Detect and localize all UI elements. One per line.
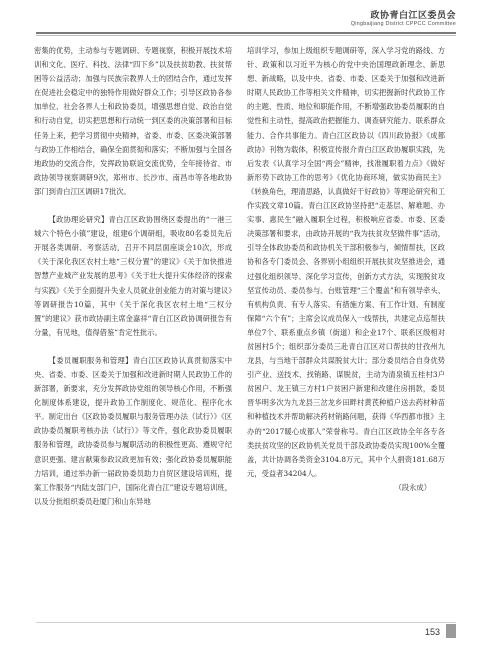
section-member-service bbox=[34, 354, 232, 509]
section-political-theory bbox=[34, 213, 232, 340]
section-body: 青白江区政协围绕区委提出的“一港三城六个特色小镇”建设，组建6个调研组，吸收80名委员先后开展各类调研、考察活动，召开不同层面座谈会10次，形成《关于深化我区农村土地“三权分置”的建议》《关于加快推进智慧产业城产业发展的思考》《关于壮大提升实体经济的探索与实践》《关于全面提升失业人员就业创业能力的对策与建议》等调研报告10篇，其中《关于深化我区农村土地“三权分置”的建议》获市政协副主席金嘉祥“青白江区政协调研报告有分量，有见地，值得借鉴”肯定性批示。 bbox=[34, 215, 232, 337]
header-rule-thin bbox=[36, 35, 456, 36]
header-subtitle: Qingbaijiang District CPPCC Committee bbox=[350, 21, 456, 27]
section-heading: 【政协理论研究】 bbox=[48, 215, 109, 225]
right-column bbox=[247, 44, 445, 495]
section-heading: 【委员履职服务和管理】 bbox=[48, 355, 133, 365]
page-tab-marker bbox=[446, 624, 456, 638]
paragraph: 密集的优势，主动参与专题调研、专题视察，积极开展技术培训和文化、医疗、科技、法律“四下乡”以及扶贫助教、扶贫帮困等公益活动；加强与民族宗教界人士的团结合作，通过发挥在促进社会稳定中的独特作用做好群众工作；引导区政协各参加单位、社会各界人士和政协委员，增强思想自觉、政治自觉和行动自觉，切实把思想和行动统一到区委的决策部署和目标任务上来，把学习贯彻中央精神，省委、市委、区委决策部署与政协工作相结合，确保全面贯彻和落实；不断加强与全国各地政协的交流合作，发挥政协联谊交流优势，全年接待省、市政协领导视察调研9次，郑州市、长沙市、南昌市等各地政协部门到青白江区调研17批次。 bbox=[34, 46, 232, 196]
section-body: 青白江区政协认真贯彻落实中央、省委、市委、区委关于加强和改进新时期人民政协工作的新部署，新要求，充分发挥政协党组的领导核心作用，不断强化制度体系建设，提升政协工作制度化、规范化、程序化水平。制定出台《区政协委员履职与服务管理办法（试行）》《区政协委员履职考核办法（试行）》等文件，强化政协委员履职服务和管理，政协委员参与履职活动的积极性更高、遵规守纪意识更强、建言献策参政议政更加有效；强化政协委员履职能力培训，通过举办新一届政协委员助力自贸区建设培训班，提案工作服务“内陆支部门户，国际化青白江”建设专题培训班，以及分批组织委员赴厦门和山东异地 bbox=[34, 355, 233, 506]
author-credit: （段永成） bbox=[394, 482, 431, 492]
header-title: 政协青白江区委员会 bbox=[370, 11, 456, 21]
running-header bbox=[36, 6, 456, 46]
footer-rule bbox=[36, 622, 456, 623]
header-rule bbox=[36, 32, 456, 34]
page-number: 153 bbox=[424, 627, 440, 637]
paragraph: 培训学习，参加上级组织专题调研等，深入学习党的路线、方针、政策和以习近平为核心的党中央治国理政新理念、新思想、新战略，以及中央、省委、市委、区委关于加强和改进新时期人民政协工作等相关文件精神，切实把握新时代政协工作的主题、性质、地位和职能作用，不断增强政协委员履职的自觉性和主动性，提高政治把握能力、调查研究能力、联系群众能力、合作共事能力。青白江区政协以《四川政协报》《成都政协》刊物为载体，积极宣传报介青白江区政协履职实践，先后发表《认真学习全国“两会”精神，找准履职着力点》《做好新形势下政协工作的思考》《优化协商环境，做实协商民主》《转换角色，理清思路，认真做好干好政协》等理论研究和工作实践文章10篇。青白江区政协坚持把“走基层、解难题、办实事、惠民生”融入履职全过程，积极响应省委、市委、区委决策部署和要求，由政协开展的“我为扶贫攻坚做件事”活动，引导全体政协委员和政协机关干部积极参与，倾情帮扶，区政协和各专门委员会、各界别小组组织开展扶贫攻坚推进会，通过强化组织领导、深化学习宣传，创新方式方法，实现脱贫攻坚宣传动员、委员参与、台账管理“三个覆盖”和有领导牵头、有机构负责、有专人落实、有措施方案、有工作计划、有制度保障“六个有”；主席会议成员保入一线帮扶，共建定点巡帮扶单位7个、联系重点乡镇（街道）和企业17个、联系区级相对贫困村5个；组织部分委员三赴青白江区对口帮扶的甘孜州九龙县，与当地干部群众共谋脱贫大计；部分委员结合自身优势引产业、送技术、找销路、谋脱贫，主动为清泉镇五桂村3户贫困户、龙王镇三方村1户贫困户新建和改建住房捐款，委员晋华明多次为九龙县三岔龙乡田畔村黄芪种植户送去药材种苗和种植技术并帮助解决药材销路问题，获得《华西都市报》主办的“2017暖心成都人”荣誉称号。青白江区政协全年各专各类扶贫攻坚的区政协机关党员干部及政协委员实现100%全覆盖，共计协调各类资金3104.8万元，其中个人捐资181.68万元，受益者34204人。 bbox=[247, 46, 445, 478]
left-column bbox=[34, 44, 232, 509]
